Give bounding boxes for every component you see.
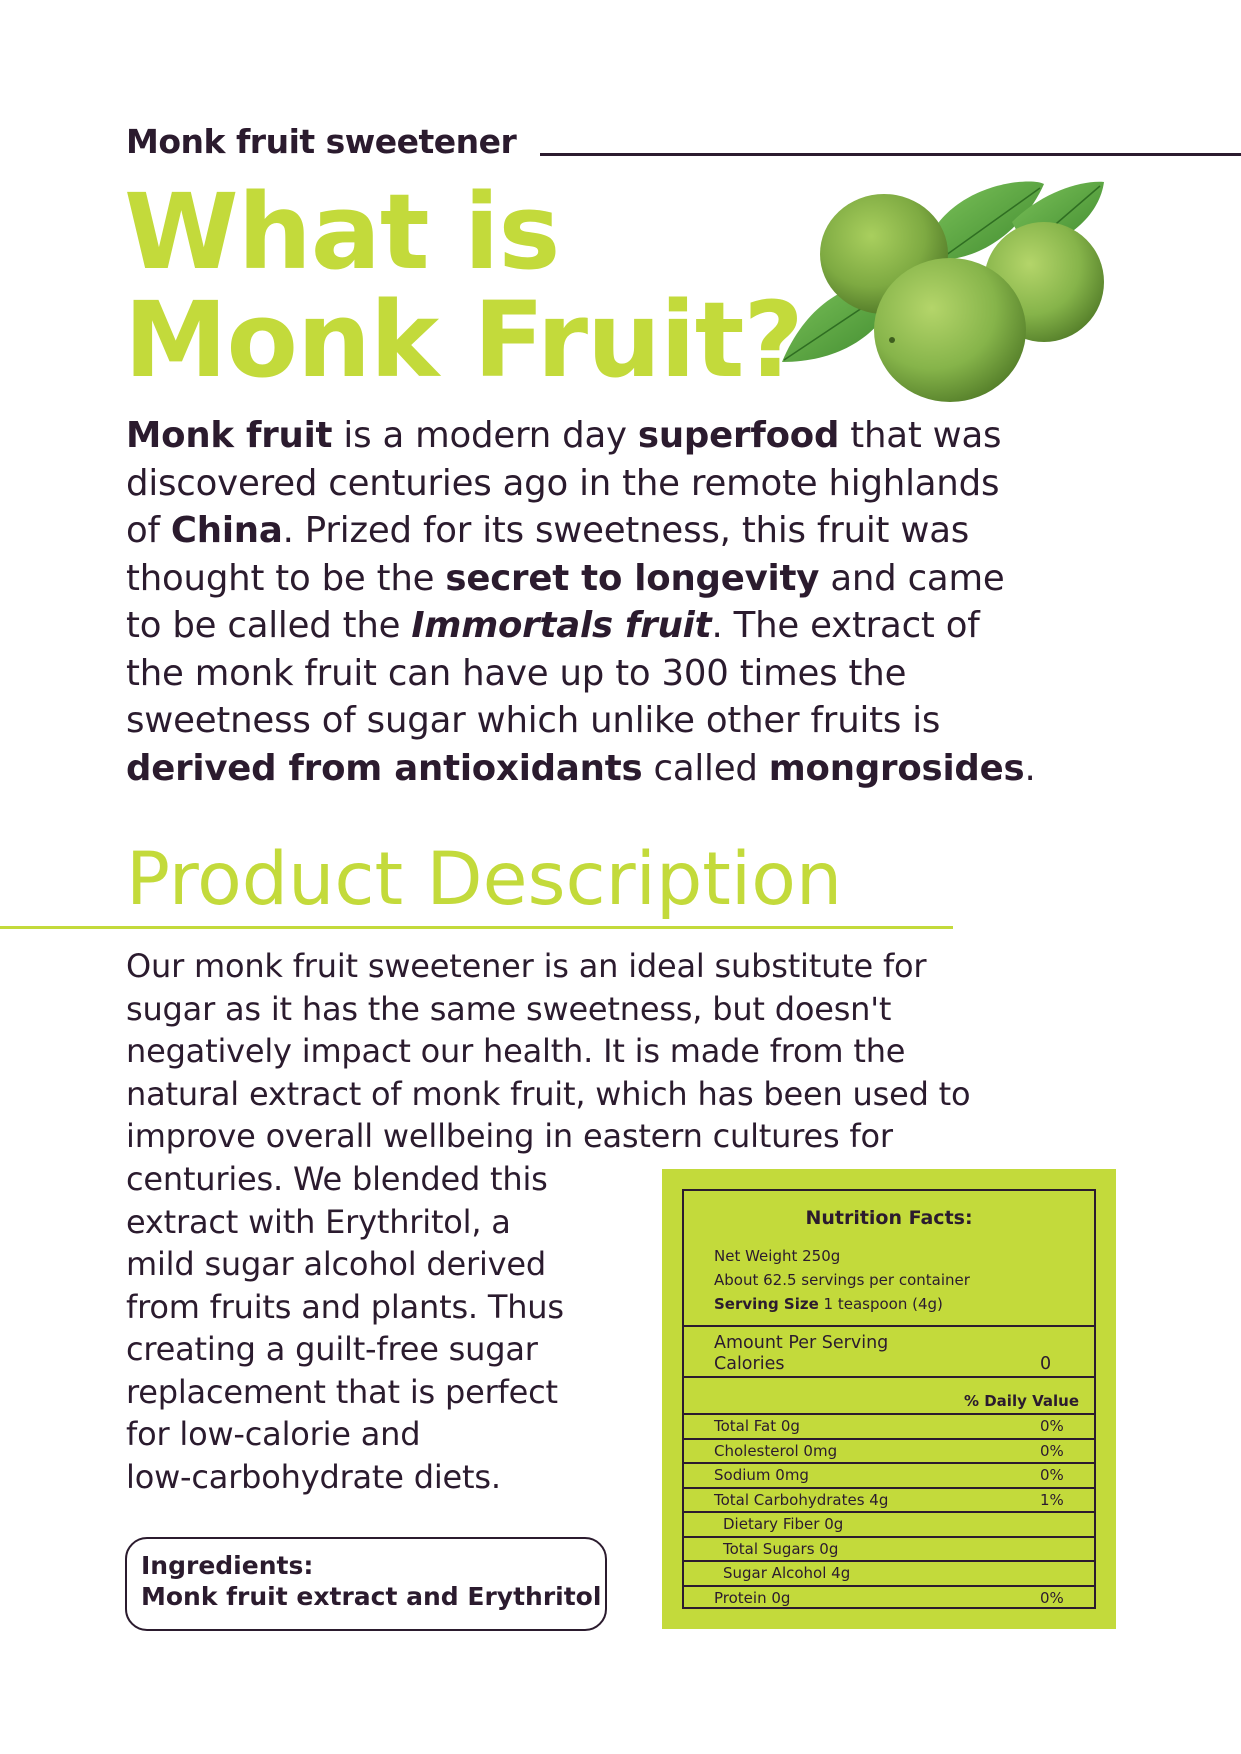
nutrient-name: Dietary Fiber 0g xyxy=(723,1515,844,1533)
description-line: centuries. We blended this xyxy=(126,1160,548,1198)
serving-size: Serving Size 1 teaspoon (4g) xyxy=(714,1295,943,1313)
section-divider xyxy=(0,926,953,929)
nutrient-name: Total Carbohydrates 4g xyxy=(714,1490,889,1509)
nutrient-name: Cholesterol 0mg xyxy=(714,1441,838,1460)
calories-label: Calories xyxy=(714,1354,785,1374)
nf-divider xyxy=(684,1325,1094,1327)
nutrient-row xyxy=(684,1511,1094,1536)
nutrient-row xyxy=(684,1487,1094,1512)
product-description-narrow xyxy=(126,1158,646,1498)
nutrient-row xyxy=(684,1560,1094,1585)
description-line: replacement that is perfect xyxy=(126,1372,558,1411)
nutrient-percent: 0% xyxy=(1040,1441,1064,1460)
nutrition-facts-heading: Nutrition Facts: xyxy=(805,1207,973,1229)
monk-fruit-image xyxy=(782,172,1112,407)
description-line: improve overall wellbeing in eastern cultures for xyxy=(126,1117,893,1155)
nutrient-row xyxy=(684,1536,1094,1561)
nutrient-name: Sugar Alcohol 4g xyxy=(723,1564,851,1582)
calories-value: 0 xyxy=(1040,1354,1052,1374)
description-line: from fruits and plants. Thus xyxy=(126,1287,564,1326)
description-line: natural extract of monk fruit, which has been used to xyxy=(126,1074,971,1113)
nutrient-row xyxy=(684,1585,1094,1610)
nutrition-facts-table xyxy=(682,1189,1096,1609)
intro-line: thought to be the secret to longevity and came xyxy=(126,557,1005,599)
daily-value-header: % Daily Value xyxy=(963,1392,1079,1410)
nutrient-name: Protein 0g xyxy=(714,1588,791,1607)
description-line: creating a guilt-free sugar xyxy=(126,1330,538,1368)
intro-line: discovered centuries ago in the remote highlands xyxy=(126,462,1000,504)
amount-per-serving: Amount Per Serving xyxy=(714,1333,889,1353)
intro-line: derived from antioxidants called mongrosides. xyxy=(126,747,1036,789)
kicker-heading: Monk fruit sweetener xyxy=(126,122,517,161)
servings-per-container: About 62.5 servings per container xyxy=(714,1271,970,1289)
title-line-2: Monk Fruit? xyxy=(124,279,803,401)
nutrient-percent: 0% xyxy=(1040,1588,1064,1607)
nutrient-row xyxy=(684,1413,1094,1438)
description-line: for low-calorie and xyxy=(126,1415,421,1453)
description-line: low-carbohydrate diets. xyxy=(126,1457,501,1496)
intro-line: sweetness of sugar which unlike other fruits is xyxy=(126,700,941,741)
intro-paragraph xyxy=(126,412,1126,792)
page-title xyxy=(124,171,803,401)
ingredients-text: Monk fruit extract and Erythritol xyxy=(141,1582,602,1611)
intro-line: the monk fruit can have up to 300 times the xyxy=(126,652,907,694)
ingredients-label: Ingredients: xyxy=(141,1551,314,1580)
intro-line: to be called the Immortals fruit. The extract of xyxy=(126,605,980,646)
intro-line: of China. Prized for its sweetness, this fruit was xyxy=(126,510,970,551)
title-line-1: What is xyxy=(124,171,560,293)
nutrient-name: Total Sugars 0g xyxy=(723,1539,839,1558)
kicker-divider xyxy=(540,153,1241,156)
nf-divider xyxy=(684,1376,1094,1378)
product-description-wide xyxy=(126,945,1126,1158)
ingredients-box xyxy=(125,1537,607,1631)
nutrient-percent: 0% xyxy=(1040,1417,1064,1435)
section-heading-product-description: Product Description xyxy=(126,837,843,922)
nutrient-row xyxy=(684,1462,1094,1487)
intro-line: Monk fruit is a modern day superfood that was xyxy=(126,415,1002,456)
nutrient-name: Total Fat 0g xyxy=(714,1417,800,1435)
description-line: Our monk fruit sweetener is an ideal substitute for xyxy=(126,947,927,985)
nutrient-percent: 0% xyxy=(1040,1466,1064,1484)
description-line: extract with Erythritol, a xyxy=(126,1202,511,1241)
nutrition-facts-panel xyxy=(662,1169,1116,1629)
nutrient-row xyxy=(684,1438,1094,1463)
nutrient-percent: 1% xyxy=(1040,1490,1064,1509)
description-line: negatively impact our health. It is made from the xyxy=(126,1032,906,1070)
nutrient-name: Sodium 0mg xyxy=(714,1466,809,1484)
net-weight: Net Weight 250g xyxy=(714,1247,841,1265)
description-line: sugar as it has the same sweetness, but doesn't xyxy=(126,989,892,1028)
description-line: mild sugar alcohol derived xyxy=(126,1245,547,1283)
